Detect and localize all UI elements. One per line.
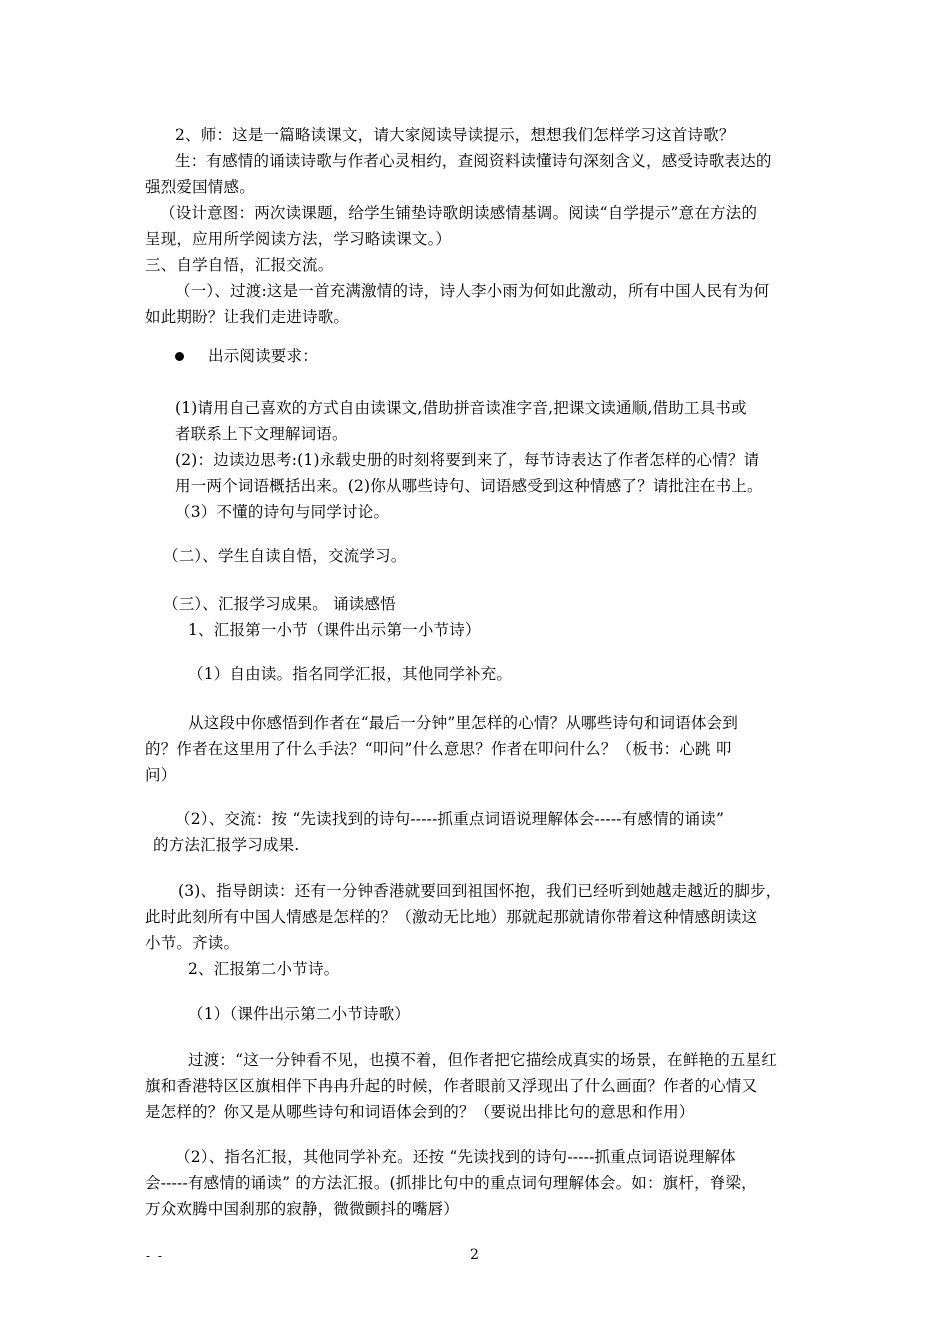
text-line: 强烈爱国情感。 (145, 178, 255, 196)
text-line: 2、师：这是一篇略读课文，请大家阅读导读提示，想想我们怎样学习这首诗歌？ (175, 126, 735, 144)
text-line: 小节。齐读。 (145, 934, 240, 952)
page-number: 2 (470, 1247, 479, 1263)
text-line: 问） (145, 766, 177, 784)
subsection-heading: （三）、汇报学习成果。 诵读感悟 (163, 595, 396, 613)
text-line: 从这段中你感悟到作者在“最后一分钟”里怎样的心情？从哪些诗句和词语体会到 (188, 714, 739, 732)
text-line: （一）、过渡:这是一首充满激情的诗，诗人李小雨为何如此激动，所有中国人民有为何 (175, 282, 770, 300)
text-line: 1、汇报第一小节（课件出示第一小节诗） (188, 621, 481, 639)
text-line: 过渡：“这一分钟看不见，也摸不着，但作者把它描绘成真实的场景，在鲜艳的五星红 (188, 1051, 778, 1069)
text-line: （3）不懂的诗句与同学讨论。 (175, 503, 390, 521)
text-line: （设计意图：两次读课题，给学生铺垫诗歌朗读感情基调。阅读“自学提示”意在方法的 (160, 204, 758, 222)
text-line: （1）（课件出示第二小节诗歌） (188, 1005, 411, 1023)
text-line: （2）、交流：按 “先读找到的诗句-----抓重点词语说理解体会-----有感情的诵读” (175, 810, 725, 828)
text-line: 会-----有感情的诵读” 的方法汇报。(抓排比句中的重点词句理解体会。如：旗杆，脊梁， (145, 1174, 757, 1192)
text-line: 2、汇报第二小节诗。 (188, 960, 340, 978)
text-line: （1）自由读。指名同学汇报，其他同学补充。 (188, 665, 513, 683)
text-line: 此时此刻所有中国人情感是怎样的？（激动无比地）那就起那就请你带着这种情感朗读这 (145, 908, 758, 926)
bullet-icon (175, 352, 184, 361)
text-line: 者联系上下文理解词语。 (175, 425, 348, 443)
section-heading: 三、自学自悟，汇报交流。 (145, 256, 334, 274)
text-line: (3)、指导朗读：还有一分钟香港就要回到祖国怀抱，我们已经听到她越走越近的脚步， (178, 882, 782, 900)
text-line: (2)：边读边思考:(1)永载史册的时刻将要到来了，每节诗表达了作者怎样的心情？请 (175, 451, 760, 469)
text-line: 用一两个词语概括出来。(2)你从哪些诗句、词语感受到这种情感了？请批注在书上。 (175, 477, 763, 495)
footer-marks: - - (146, 1249, 164, 1263)
text-line: 的？作者在这里用了什么手法？“叩问”什么意思？作者在叩问什么？（板书：心跳 叩 (145, 740, 732, 758)
bullet-text: 出示阅读要求： (208, 347, 318, 365)
text-line: （2）、指名汇报，其他同学补充。还按 “先读找到的诗句-----抓重点词语说理解体 (175, 1148, 736, 1166)
text-line: 万众欢腾中国刹那的寂静，微微颤抖的嘴唇） (145, 1200, 460, 1218)
text-line: 的方法汇报学习成果. (153, 836, 300, 854)
text-line: 是怎样的？你又是从哪些诗句和词语体会到的？（要说出排比句的意思和作用） (145, 1103, 695, 1121)
text-line: 旗和香港特区区旗相伴下冉冉升起的时候，作者眼前又浮现出了什么画面？作者的心情又 (145, 1077, 758, 1095)
text-line: 如此期盼？让我们走进诗歌。 (145, 308, 350, 326)
text-line: 呈现，应用所学阅读方法，学习略读课文。） (145, 230, 452, 248)
text-line: 生：有感情的诵读诗歌与作者心灵相约，查阅资料读懂诗句深刻含义，感受诗歌表达的 (175, 152, 772, 170)
text-line: (1)请用自己喜欢的方式自由读课文,借助拼音读准字音,把课文读通顺,借助工具书或 (175, 399, 747, 417)
subsection-heading: （二）、学生自读自悟，交流学习。 (163, 547, 407, 565)
